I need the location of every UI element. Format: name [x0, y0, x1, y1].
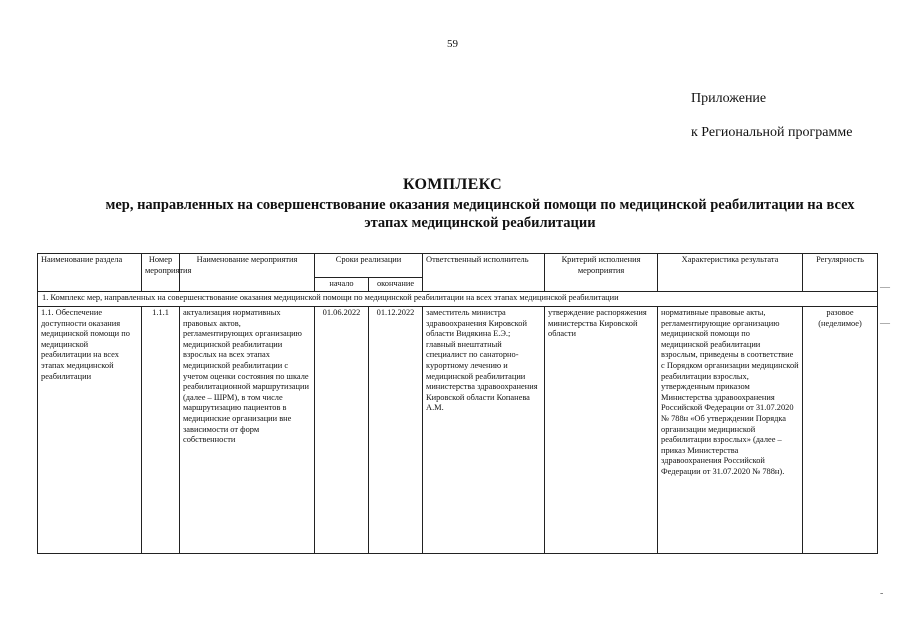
- appendix-reference: к Региональной программе: [691, 125, 853, 140]
- header-section-name: Наименование раздела: [38, 254, 142, 292]
- cell-number: 1.1.1: [142, 307, 180, 554]
- header-measure-name: Наименование мероприятия: [180, 254, 315, 292]
- cell-result: нормативные правовые акты, регламентирующие организацию медицинской помощи по медицинской реабилитации взрослым, приведены в соответствие с Порядком организации медицинской реабилитации взрослых, утвержденным приказом Министерства здравоохранения Российской Федерации от 31.07.2020 № 788н «Об утверждении Порядка организации медицинской реабилитации взрослых» (далее – приказ Министерства здравоохранения Российской Федерации от 31.07.2020 № 788н).: [658, 307, 803, 554]
- header-terms: Сроки реализации: [315, 254, 423, 278]
- header-row: [38, 254, 878, 278]
- scan-mark: —: [880, 318, 890, 329]
- scan-mark: —: [880, 282, 890, 293]
- measures-table: [37, 253, 878, 554]
- document-subtitle: мер, направленных на совершенствование оказания медицинской помощи по медицинской реабилитации на всех этапах медицинской реабилитации: [105, 197, 855, 231]
- section-row-text: 1. Комплекс мер, направленных на совершенствование оказания медицинской помощи по медицинской реабилитации на всех этапах медицинской реабилитации: [38, 292, 878, 307]
- document-title: КОМПЛЕКС: [403, 176, 502, 193]
- header-end: окончание: [369, 278, 423, 292]
- cell-regularity: разовое (неделимое): [803, 307, 878, 554]
- cell-end: 01.12.2022: [369, 307, 423, 554]
- header-start: начало: [315, 278, 369, 292]
- header-result: Характеристика результата: [658, 254, 803, 292]
- header-number: Номер мероприятия: [142, 254, 180, 292]
- cell-measure-name: актуализация нормативных правовых актов, регламентирующих организацию медицинской реабилитации взрослых на всех этапах медицинской реабилитации с учетом оценки состояния по шкале реабилитационной маршрутизации (далее – ШРМ), в том числе маршрутизацию пациентов в медицинские организации вне зависимости от форм собственности: [180, 307, 315, 554]
- header-responsible: Ответственный исполнитель: [423, 254, 545, 292]
- cell-responsible: заместитель министра здравоохранения Кировской области Видякина Е.Э.; главный внештатный специалист по санаторно-курортному лечению и медицинской реабилитации министерства здравоохранения Кировской области Копанева А.М.: [423, 307, 545, 554]
- cell-criterion: утверждение распоряжения министерства Кировской области: [545, 307, 658, 554]
- appendix-label: Приложение: [691, 91, 767, 106]
- header-regularity: Регулярность: [803, 254, 878, 292]
- table-row: [38, 307, 878, 554]
- cell-start: 01.06.2022: [315, 307, 369, 554]
- section-row: [38, 292, 878, 307]
- cell-section-name: 1.1. Обеспечение доступности оказания медицинской помощи по медицинской реабилитации на всех этапах медицинской реабилитации: [38, 307, 142, 554]
- header-criterion: Критерий исполнения мероприятия: [545, 254, 658, 292]
- page-number: 59: [447, 38, 458, 50]
- scan-mark: -: [880, 588, 884, 599]
